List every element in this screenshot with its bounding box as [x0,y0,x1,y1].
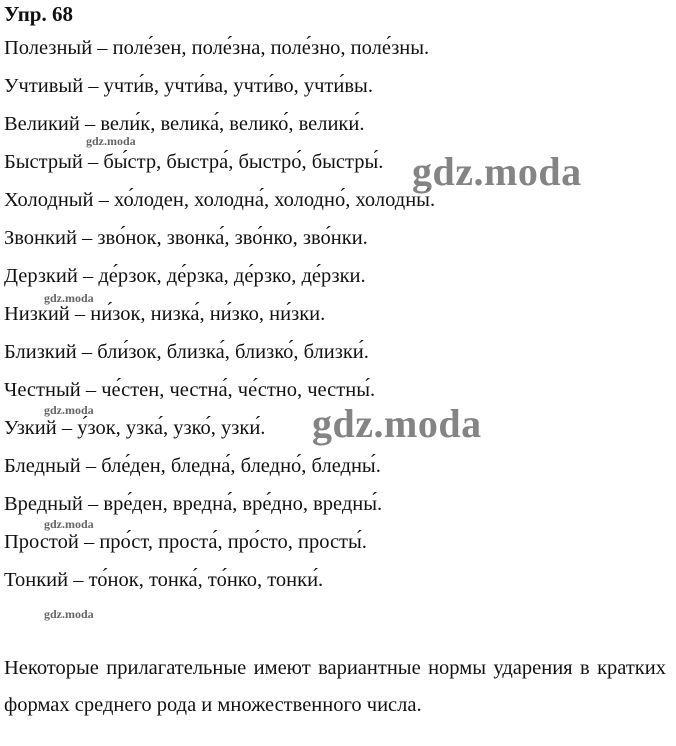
watermark-small: gdz.moda [44,291,94,305]
watermark-large: gdz.moda [312,401,482,446]
list-item: Учтивый – учти́в, учти́ва, учти́во, учти́вы. [4,75,373,97]
list-item: Вредный – вре́ден, вредна́, вре́дно, вредны́. [4,493,383,515]
list-item: Простой – про́ст, проста́, про́сто, просты́. [4,531,367,553]
watermark-small: gdz.moda [86,134,136,148]
rule-note: Некоторые прилагательные имеют вариантные нормы ударения в кратких формах среднего рода и множественного числа. [4,657,666,716]
watermark-small: gdz.moda [44,607,94,621]
list-item: Дерзкий – де́рзок, де́рзка, де́рзко, де́рзки. [4,265,366,287]
word-list [4,38,664,608]
list-item: Бледный – бле́ден, бледна́, бледно́, бледны́. [4,455,381,477]
list-item: Близкий – бли́зок, близка́, близко́, близки́. [4,341,369,363]
list-item: Полезный – поле́зен, поле́зна, поле́зно, поле́зны. [4,37,430,59]
list-item: Быстрый – бы́стр, быстра́, быстро́, быстры́. [4,151,384,173]
list-item: Тонкий – то́нок, тонка́, то́нко, тонки́. [4,569,324,591]
watermark-large: gdz.moda [412,149,582,194]
watermark-small: gdz.moda [44,403,94,417]
exercise-title: Упр. 68 [4,2,73,26]
list-item: Великий – вели́к, велика́, велико́, велики́. [4,113,365,135]
watermark-small: gdz.moda [44,517,94,531]
list-item: Узкий – у́зок, узка́, узко́, узки́. [4,417,266,439]
list-item: Низкий – ни́зок, низка́, ни́зко, ни́зки. [4,303,326,325]
list-item: Честный – че́стен, честна́, че́стно, честны́. [4,379,376,401]
list-item: Холодный – хо́лоден, холодна́, холодно́, холодны́. [4,189,436,211]
list-item: Звонкий – зво́нок, звонка́, зво́нко, зво́нки. [4,227,368,249]
